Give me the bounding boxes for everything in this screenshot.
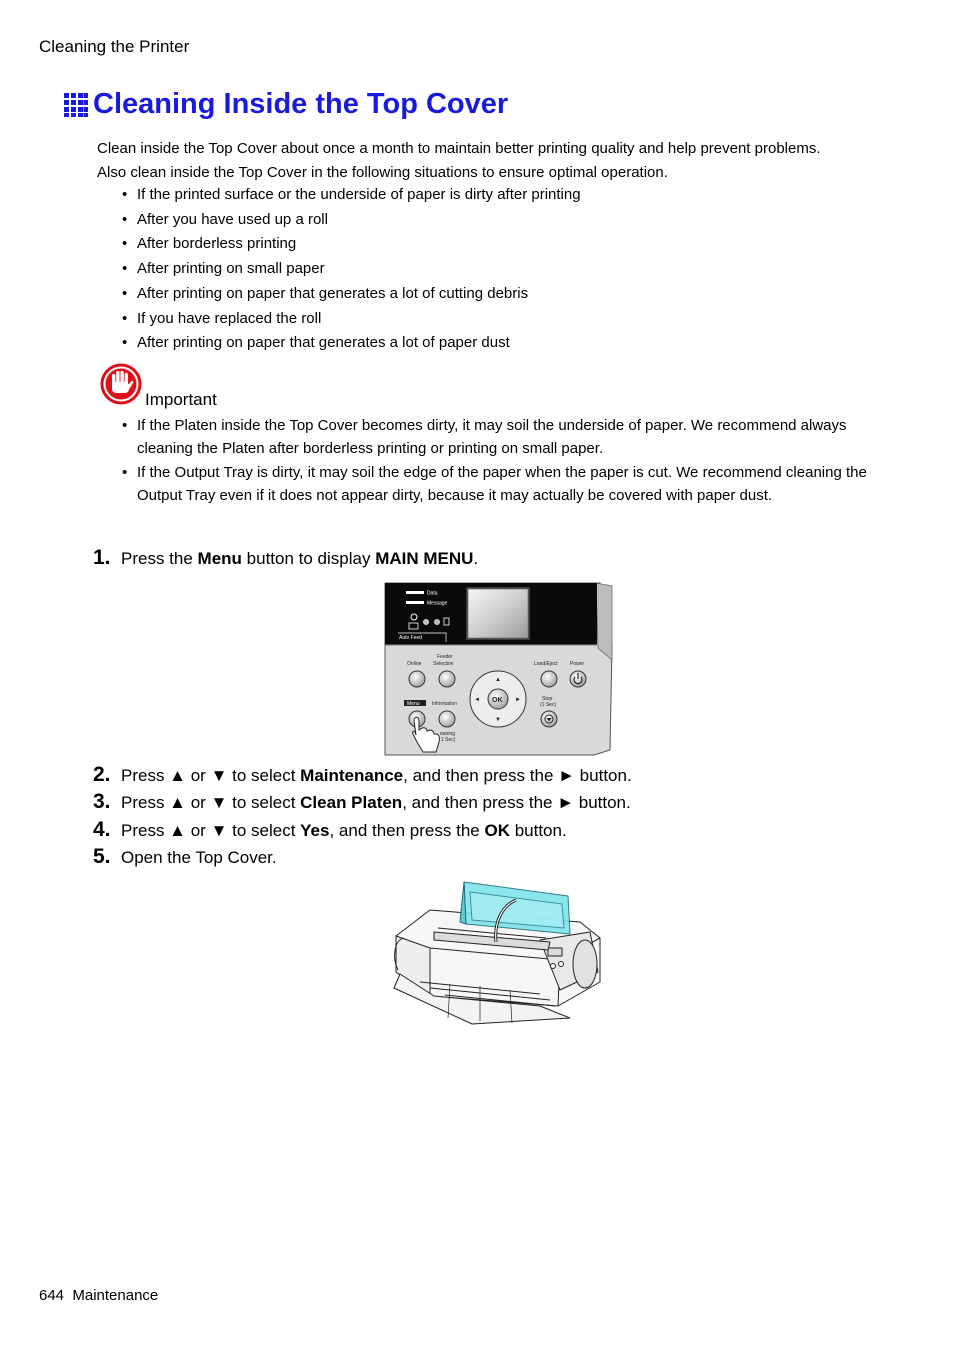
power-label: Power — [570, 661, 585, 667]
page-title: Cleaning Inside the Top Cover — [93, 88, 509, 120]
important-hand-icon — [100, 363, 142, 405]
page-footer — [39, 1287, 158, 1304]
step-number: 2. — [93, 763, 111, 786]
step-2: 2. Press ▲ or ▼ to select Maintenance, and then press the ► button. — [93, 763, 632, 786]
selection-label: Selection — [433, 661, 454, 667]
step-4: 4. Press ▲ or ▼ to select Yes, and then press the OK button. — [93, 818, 567, 841]
list-item: • If the Platen inside the Top Cover becomes dirty, it may soil the underside of paper. We recommend always cleaning the Platen after borderless printing or printing on small paper. — [120, 414, 880, 461]
down-arrow-icon[interactable]: ▼ — [495, 717, 501, 723]
list-item: • After printing on small paper — [120, 257, 900, 282]
information-button[interactable] — [439, 711, 455, 727]
stop-label: Stop — [542, 696, 553, 702]
auto-feed-label: Auto Feed — [399, 635, 423, 641]
important-label: Important — [145, 390, 217, 409]
cleaning-label: eaning — [440, 731, 456, 737]
online-label: Online — [407, 661, 422, 667]
step-number: 3. — [93, 790, 111, 813]
list-item: • After printing on paper that generates a lot of paper dust — [120, 331, 900, 356]
ok-label: OK — [492, 697, 503, 704]
menu-label: Menu — [407, 701, 420, 707]
intro-line: Clean inside the Top Cover about once a month to maintain better printing quality and help prevent problems. — [97, 140, 821, 157]
cleaning-sub-label: 1 Sec) — [441, 737, 456, 743]
list-item: • After you have used up a roll — [120, 208, 900, 233]
data-led-label: Data — [427, 590, 438, 597]
message-led-label: Message — [427, 600, 448, 607]
control-panel-illustration — [384, 582, 614, 756]
step-5: 5. Open the Top Cover. — [93, 845, 277, 868]
list-item: • After printing on paper that generates a lot of cutting debris — [120, 282, 900, 307]
printer-top-cover-illustration — [390, 878, 606, 1028]
grid-icon — [64, 93, 88, 117]
step-number: 4. — [93, 818, 111, 841]
step-3: 3. Press ▲ or ▼ to select Clean Platen, and then press the ► button. — [93, 790, 631, 813]
step-number: 1. — [93, 546, 111, 569]
stop-sub-label: (1 Sec) — [540, 702, 557, 708]
list-item: • If the printed surface or the underside of paper is dirty after printing — [120, 183, 900, 208]
section-heading — [64, 88, 508, 121]
intro-paragraph — [97, 137, 897, 184]
running-header: Cleaning the Printer — [39, 37, 190, 56]
step-1: 1. Press the Menu button to display MAIN MENU. — [93, 546, 479, 569]
information-label: Information — [432, 701, 458, 707]
page-number: 644 — [39, 1287, 65, 1304]
footer-section: Maintenance — [72, 1287, 159, 1304]
feeder-selection-button[interactable] — [439, 671, 455, 687]
list-item: • If the Output Tray is dirty, it may soil the edge of the paper when the paper is cut. We recommend cleaning the Output Tray even if it does not appear dirty, because it may actually be covered with paper dust. — [120, 461, 880, 508]
situation-list — [120, 183, 900, 356]
load-eject-button[interactable] — [541, 671, 557, 687]
left-arrow-icon[interactable]: ◄ — [474, 697, 480, 703]
load-eject-label: Load/Eject — [534, 661, 558, 667]
important-list — [120, 414, 880, 507]
online-button[interactable] — [409, 671, 425, 687]
step-number: 5. — [93, 845, 111, 868]
list-item: • If you have replaced the roll — [120, 307, 900, 332]
up-arrow-icon[interactable]: ▲ — [495, 677, 501, 683]
right-arrow-icon[interactable]: ► — [515, 697, 521, 703]
feeder-label: Feeder — [437, 654, 453, 660]
list-item: • After borderless printing — [120, 232, 900, 257]
intro-line: Also clean inside the Top Cover in the following situations to ensure optimal operation. — [97, 163, 668, 181]
